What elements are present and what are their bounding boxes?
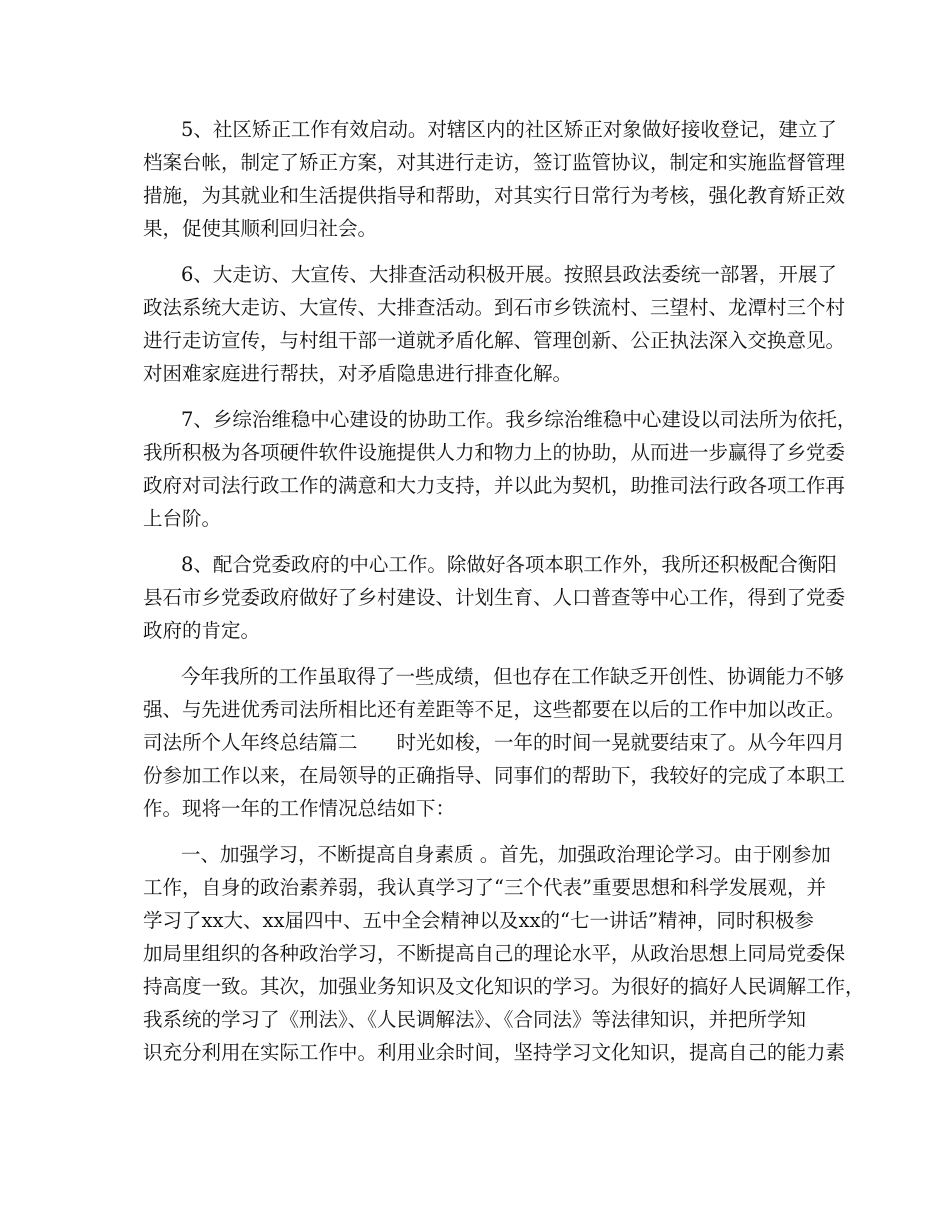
text-line: 档案台帐，制定了矫正方案，对其进行走访，签订监管协议，制定和实施监督管理: [143, 151, 846, 174]
text-line: 进行走访宣传，与村组干部一道就矛盾化解、管理创新、公正执法深入交换意见。: [143, 329, 846, 352]
text-line: 上台阶。: [143, 507, 222, 530]
text-line: 一、加强学习，不断提高自身素质 。首先，加强政治理论学习。由于刚参加: [181, 843, 831, 866]
text-line: 工作，自身的政治素养弱，我认真学习了“三个代表”重要思想和科学发展观，并: [143, 876, 826, 899]
text-line: 5、社区矫正工作有效启动。对辖区内的社区矫正对象做好接收登记，建立了: [181, 118, 837, 141]
text-line: 作。现将一年的工作情况总结如下：: [143, 797, 456, 820]
text-line: 持高度一致。其次，加强业务知识及文化知识的学习。为很好的搞好人民调解工作，: [143, 975, 865, 998]
text-line: 7、乡综治维稳中心建设的协助工作。我乡综治维稳中心建设以司法所为依托，: [181, 408, 857, 431]
text-line: 6、大走访、大宣传、大排查活动积极开展。按照县政法委统一部署，开展了: [181, 263, 837, 286]
text-line: 8、配合党委政府的中心工作。除做好各项本职工作外，我所还积极配合衡阳: [181, 553, 837, 576]
text-line: 措施，为其就业和生活提供指导和帮助，对其实行日常行为考核，强化教育矫正效: [143, 184, 846, 207]
text-line: 加局里组织的各种政治学习，不断提高自己的理论水平，从政治思想上同局党委保: [143, 942, 846, 965]
text-line: 今年我所的工作虽取得了一些成绩，但也存在工作缺乏开创性、协调能力不够: [181, 665, 845, 688]
text-line: 政府对司法行政工作的满意和大力支持，并以此为契机，助推司法行政各项工作再: [143, 474, 846, 497]
text-line: 份参加工作以来，在局领导的正确指导、同事们的帮助下，我较好的完成了本职工: [143, 764, 846, 787]
text-line: 政法系统大走访、大宣传、大排查活动。到石市乡铁流村、三望村、龙潭村三个村: [143, 296, 846, 319]
text-line: 县石市乡党委政府做好了乡村建设、计划生育、人口普查等中心工作，得到了党委: [143, 586, 846, 609]
text-line: 强、与先进优秀司法所相比还有差距等不足，这些都要在以后的工作中加以改正。: [143, 698, 846, 721]
text-line: 政府的肯定。: [143, 619, 261, 642]
text-line: 识充分利用在实际工作中。利用业余时间，坚持学习文化知识，提高自己的能力素: [143, 1041, 846, 1064]
text-line: 学习了xx大、xx届四中、五中全会精神以及xx的“七一讲话”精神，同时积极参: [143, 909, 814, 932]
text-line: 我所积极为各项硬件软件设施提供人力和物力上的协助，从而进一步赢得了乡党委: [143, 441, 846, 464]
text-line: 我系统的学习了《刑法》、《人民调解法》、《合同法》等法律知识，并把所学知: [143, 1008, 807, 1031]
text-line: 司法所个人年终总结篇二 时光如梭，一年的时间一晃就要结束了。从今年四月: [143, 731, 846, 754]
text-line: 果，促使其顺利回归社会。: [143, 217, 378, 240]
text-line: 对困难家庭进行帮扶，对矛盾隐患进行排查化解。: [143, 362, 573, 385]
